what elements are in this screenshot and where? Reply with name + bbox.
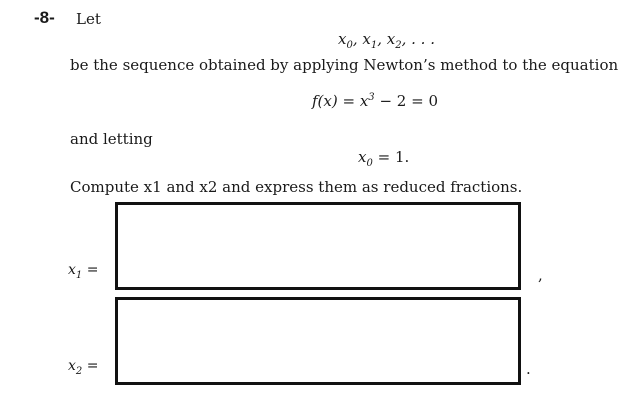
answer-label-x1: $x_1$ = [68, 262, 99, 281]
answer-punctuation-x2: . [526, 360, 531, 378]
description-text: be the sequence obtained by applying Newton’s method to the equation [70, 56, 619, 74]
problem-number: -8- [34, 8, 55, 27]
answer-label-x2: $x_2$ = [68, 358, 99, 377]
sequence-expression: $x_0$, $x_1$, $x_2$, . . . [338, 30, 435, 51]
initial-value: $x_0 = 1$. [358, 148, 410, 169]
and-letting-text: and letting [70, 130, 153, 148]
answer-input-x1[interactable] [115, 202, 521, 290]
answer-input-x2[interactable] [115, 297, 521, 385]
answer-punctuation-x1: , [538, 266, 543, 284]
equation: $f(x) = x^3 - 2 = 0$ [312, 92, 438, 110]
instruction-text: Compute x1 and x2 and express them as reduced fractions. [70, 178, 523, 196]
intro-word: Let [76, 10, 101, 28]
